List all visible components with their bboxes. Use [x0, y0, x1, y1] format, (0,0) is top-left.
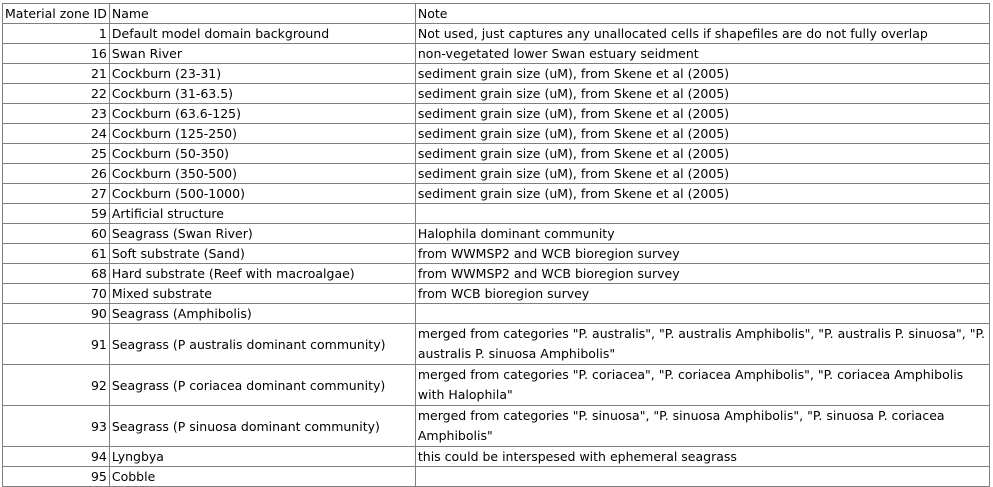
table-row [3, 447, 990, 467]
cell-name[interactable]: Seagrass (P australis dominant community) [109, 324, 415, 365]
table-row [3, 84, 990, 104]
cell-note[interactable]: from WCB bioregion survey [415, 284, 989, 304]
cell-name[interactable]: Seagrass (P coriacea dominant community) [109, 365, 415, 406]
table-body [3, 24, 990, 487]
table-row [3, 204, 990, 224]
table-row [3, 284, 990, 304]
cell-material-zone-id[interactable]: 94 [3, 447, 110, 467]
table-row [3, 104, 990, 124]
table-row [3, 244, 990, 264]
cell-material-zone-id[interactable]: 21 [3, 64, 110, 84]
cell-material-zone-id[interactable]: 60 [3, 224, 110, 244]
cell-material-zone-id[interactable]: 92 [3, 365, 110, 406]
cell-note[interactable]: merged from categories "P. coriacea", "P. coriacea Amphibolis", "P. coriacea Amphibolis with Halophila" [415, 365, 989, 406]
header-cell-id[interactable]: Material zone ID [3, 4, 110, 24]
table-row [3, 467, 990, 487]
header-cell-name[interactable]: Name [109, 4, 415, 24]
cell-name[interactable]: Artificial structure [109, 204, 415, 224]
cell-material-zone-id[interactable]: 25 [3, 144, 110, 164]
table-row [3, 24, 990, 44]
cell-material-zone-id[interactable]: 22 [3, 84, 110, 104]
cell-material-zone-id[interactable]: 59 [3, 204, 110, 224]
cell-name[interactable]: Cockburn (31-63.5) [109, 84, 415, 104]
table-row [3, 224, 990, 244]
cell-name[interactable]: Soft substrate (Sand) [109, 244, 415, 264]
cell-name[interactable]: Cockburn (63.6-125) [109, 104, 415, 124]
header-row [3, 4, 990, 24]
cell-name[interactable]: Mixed substrate [109, 284, 415, 304]
cell-name[interactable]: Cobble [109, 467, 415, 487]
cell-note[interactable]: Not used, just captures any unallocated cells if shapefiles are do not fully overlap [415, 24, 989, 44]
table-row [3, 365, 990, 406]
cell-note[interactable]: this could be interspesed with ephemeral seagrass [415, 447, 989, 467]
cell-name[interactable]: Lyngbya [109, 447, 415, 467]
cell-name[interactable]: Hard substrate (Reef with macroalgae) [109, 264, 415, 284]
cell-note[interactable]: sediment grain size (uM), from Skene et al (2005) [415, 184, 989, 204]
cell-note[interactable]: from WWMSP2 and WCB bioregion survey [415, 244, 989, 264]
cell-note[interactable]: non-vegetated lower Swan estuary seidment [415, 44, 989, 64]
cell-material-zone-id[interactable]: 27 [3, 184, 110, 204]
cell-name[interactable]: Swan River [109, 44, 415, 64]
cell-material-zone-id[interactable]: 93 [3, 406, 110, 447]
cell-name[interactable]: Default model domain background [109, 24, 415, 44]
cell-name[interactable]: Seagrass (P sinuosa dominant community) [109, 406, 415, 447]
header-cell-note[interactable]: Note [415, 4, 989, 24]
cell-material-zone-id[interactable]: 26 [3, 164, 110, 184]
table-row [3, 44, 990, 64]
cell-name[interactable]: Cockburn (500-1000) [109, 184, 415, 204]
cell-note[interactable]: sediment grain size (uM), from Skene et al (2005) [415, 84, 989, 104]
cell-name[interactable]: Seagrass (Amphibolis) [109, 304, 415, 324]
cell-name[interactable]: Cockburn (23-31) [109, 64, 415, 84]
cell-note[interactable] [415, 204, 989, 224]
cell-material-zone-id[interactable]: 61 [3, 244, 110, 264]
cell-material-zone-id[interactable]: 24 [3, 124, 110, 144]
cell-name[interactable]: Cockburn (125-250) [109, 124, 415, 144]
cell-note[interactable] [415, 467, 989, 487]
cell-material-zone-id[interactable]: 23 [3, 104, 110, 124]
cell-material-zone-id[interactable]: 91 [3, 324, 110, 365]
cell-note[interactable] [415, 304, 989, 324]
cell-note[interactable]: merged from categories "P. australis", "P. australis Amphibolis", "P. australis P. sinuosa", "P. australis P. sinuosa Amphibolis" [415, 324, 989, 365]
cell-note[interactable]: sediment grain size (uM), from Skene et al (2005) [415, 124, 989, 144]
cell-note[interactable]: sediment grain size (uM), from Skene et al (2005) [415, 164, 989, 184]
cell-material-zone-id[interactable]: 95 [3, 467, 110, 487]
material-zone-table [2, 3, 990, 487]
table-row [3, 164, 990, 184]
spreadsheet-table-view [2, 3, 990, 487]
cell-note[interactable]: sediment grain size (uM), from Skene et al (2005) [415, 104, 989, 124]
table-row [3, 64, 990, 84]
cell-name[interactable]: Seagrass (Swan River) [109, 224, 415, 244]
table-row [3, 184, 990, 204]
cell-material-zone-id[interactable]: 1 [3, 24, 110, 44]
cell-note[interactable]: from WWMSP2 and WCB bioregion survey [415, 264, 989, 284]
cell-material-zone-id[interactable]: 68 [3, 264, 110, 284]
table-row [3, 264, 990, 284]
table-row [3, 144, 990, 164]
table-row [3, 406, 990, 447]
cell-material-zone-id[interactable]: 70 [3, 284, 110, 304]
cell-note[interactable]: Halophila dominant community [415, 224, 989, 244]
cell-material-zone-id[interactable]: 90 [3, 304, 110, 324]
cell-note[interactable]: merged from categories "P. sinuosa", "P. sinuosa Amphibolis", "P. sinuosa P. coriacea Amphibolis" [415, 406, 989, 447]
table-row [3, 124, 990, 144]
cell-material-zone-id[interactable]: 16 [3, 44, 110, 64]
cell-note[interactable]: sediment grain size (uM), from Skene et al (2005) [415, 144, 989, 164]
cell-note[interactable]: sediment grain size (uM), from Skene et al (2005) [415, 64, 989, 84]
table-row [3, 324, 990, 365]
cell-name[interactable]: Cockburn (350-500) [109, 164, 415, 184]
table-row [3, 304, 990, 324]
cell-name[interactable]: Cockburn (50-350) [109, 144, 415, 164]
